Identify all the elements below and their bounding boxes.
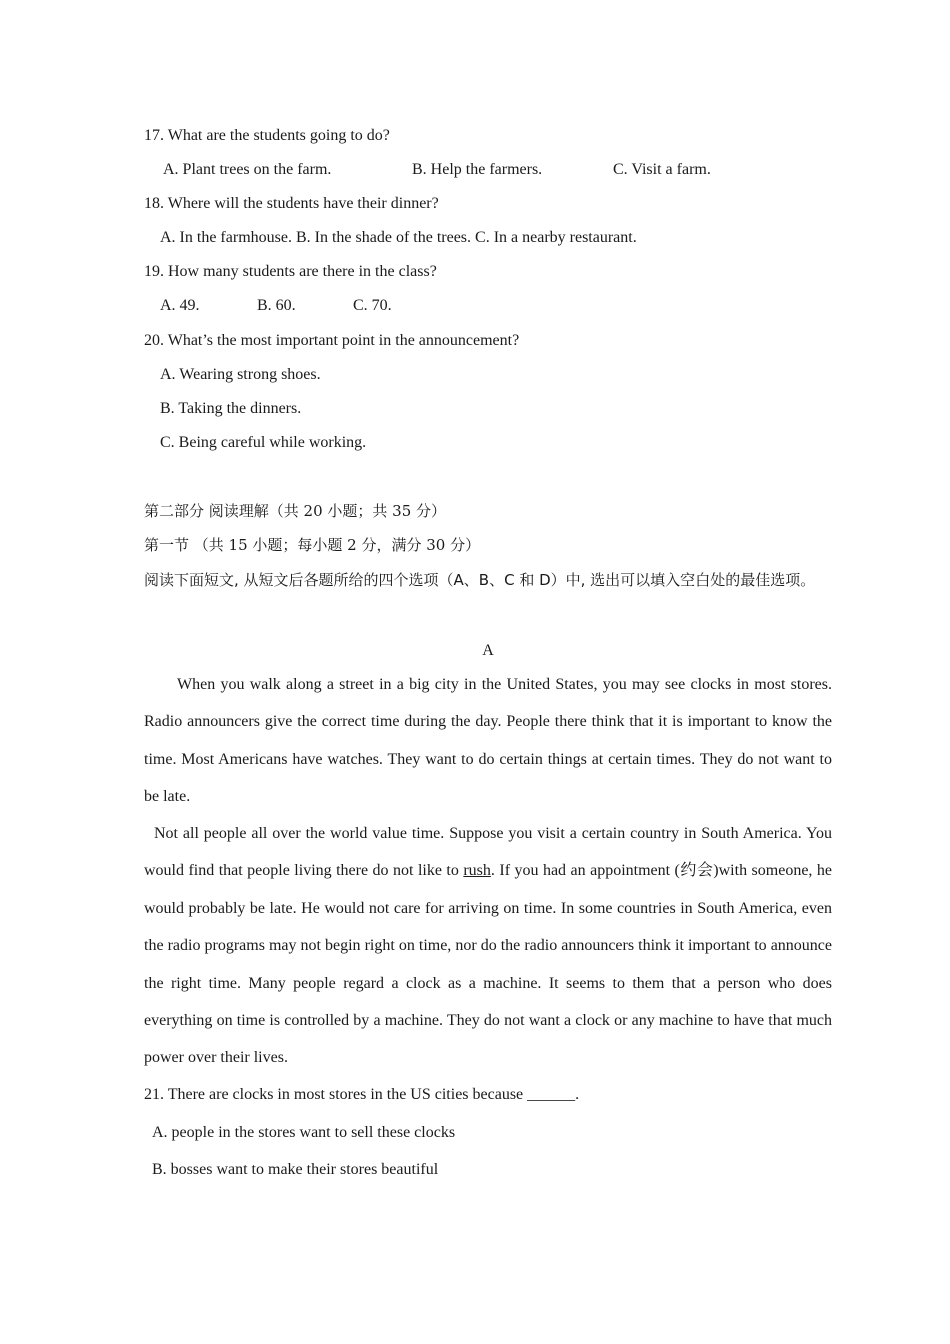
question-20: 20. What’s the most important point in the announcement? — [144, 332, 520, 349]
q19-option-c: C. 70. — [353, 297, 392, 314]
q17-option-c: C. Visit a farm. — [613, 161, 711, 178]
section-one-heading: 第一节 （共 15 小题；每小题 2 分，满分 30 分） — [144, 536, 481, 554]
part-two-heading: 第二部分 阅读理解（共 20 小题；共 35 分） — [144, 502, 447, 520]
q20-option-a: A. Wearing strong shoes. — [160, 366, 321, 383]
q20-option-b: B. Taking the dinners. — [160, 400, 302, 417]
q19-option-b: B. 60. — [257, 297, 296, 314]
passage-paragraph-2 — [144, 815, 832, 1077]
q18-options: A. In the farmhouse. B. In the shade of the trees. C. In a nearby restaurant. — [160, 229, 637, 246]
underlined-word-rush: rush — [463, 862, 491, 880]
q17-option-a: A. Plant trees on the farm. — [163, 161, 332, 178]
passage-paragraph-1: When you walk along a street in a big city in the United States, you may see clocks in most stores. Radio announcers give the correct time during the day. People there think that it is important to know the time. Most Americans have watches. They want to do certain things at certain times. They do not want to be late. — [144, 676, 832, 806]
q21-option-b: B. bosses want to make their stores beautiful — [152, 1161, 439, 1178]
q21-option-a: A. people in the stores want to sell these clocks — [152, 1124, 456, 1141]
p2-text-after: . If you had an appointment (约会)with someone, he would probably be late. He would not care for arriving on time. In some countries in South America, even the radio programs may not begin right on time, nor do the radio announcers think it important to announce the right time. Many people regard a clock as a machine. It seems to them that a person who does everything on time is controlled by a machine. They do not want a clock or any machine to have that much power over their lives. — [144, 862, 832, 1067]
question-19: 19. How many students are there in the class? — [144, 263, 437, 280]
reading-instructions: 阅读下面短文, 从短文后各题所给的四个选项（A、B、C 和 D）中, 选出可以填入空白处的最佳选项。 — [144, 571, 816, 589]
q20-option-c: C. Being careful while working. — [160, 434, 367, 451]
q19-option-a: A. 49. — [160, 297, 200, 314]
question-18: 18. Where will the students have their dinner? — [144, 195, 439, 212]
question-17: 17. What are the students going to do? — [144, 127, 390, 144]
p2-text-before: Not all people all over the world value time. Suppose you visit a certain country in South America. You would find that people living there do not like to — [144, 825, 832, 880]
q17-option-b: B. Help the farmers. — [412, 161, 543, 178]
question-21: 21. There are clocks in most stores in the US cities because ______. — [144, 1086, 580, 1103]
passage-label: A — [482, 642, 494, 659]
